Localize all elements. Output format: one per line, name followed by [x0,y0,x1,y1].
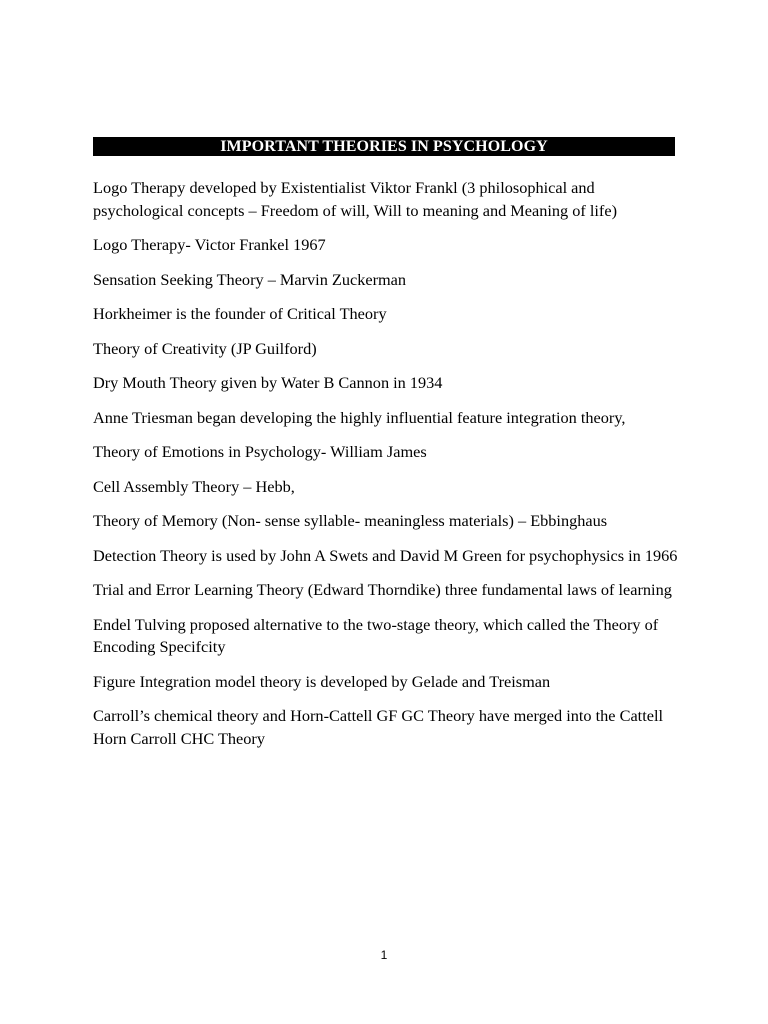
paragraph: Anne Triesman began developing the highly influential feature integration theory, [93,407,626,427]
paragraph: Figure Integration model theory is developed by Gelade and Treisman [93,671,551,691]
page-number: 1 [380,948,388,962]
paragraph: Theory of Memory (Non- sense syllable- meaningless materials) – Ebbinghaus [93,511,608,530]
paragraph: Detection Theory is used by John A Swets and David M Green for psychophysics in 1966 [93,545,678,565]
paragraph: Endel Tulving proposed alternative to the two-stage theory, which called the Theory of Encoding Specifcity [93,614,659,656]
paragraph: Trial and Error Learning Theory (Edward Thorndike) three fundamental laws of learning [93,580,672,599]
paragraph: Carroll’s chemical theory and Horn-Cattell GF GC Theory have merged into the Cattell Horn Carroll CHC Theory [93,706,664,748]
paragraph: Sensation Seeking Theory – Marvin Zuckerman [93,269,407,289]
paragraph: Cell Assembly Theory – Hebb, [93,476,295,496]
paragraph: Logo Therapy- Victor Frankel 1967 [93,235,326,254]
paragraph: Logo Therapy developed by Existentialist Viktor Frankl (3 philosophical and psychological concepts – Freedom of will, Will to meaning and Meaning of life) [93,178,617,220]
paragraph: Theory of Creativity (JP Guilford) [93,338,317,358]
document-title: IMPORTANT THEORIES IN PSYCHOLOGY [93,137,675,156]
paragraph: Dry Mouth Theory given by Water B Cannon in 1934 [93,373,443,392]
paragraph: Theory of Emotions in Psychology- William James [93,442,427,461]
paragraph: Horkheimer is the founder of Critical Theory [93,304,387,323]
document-body [93,177,683,762]
